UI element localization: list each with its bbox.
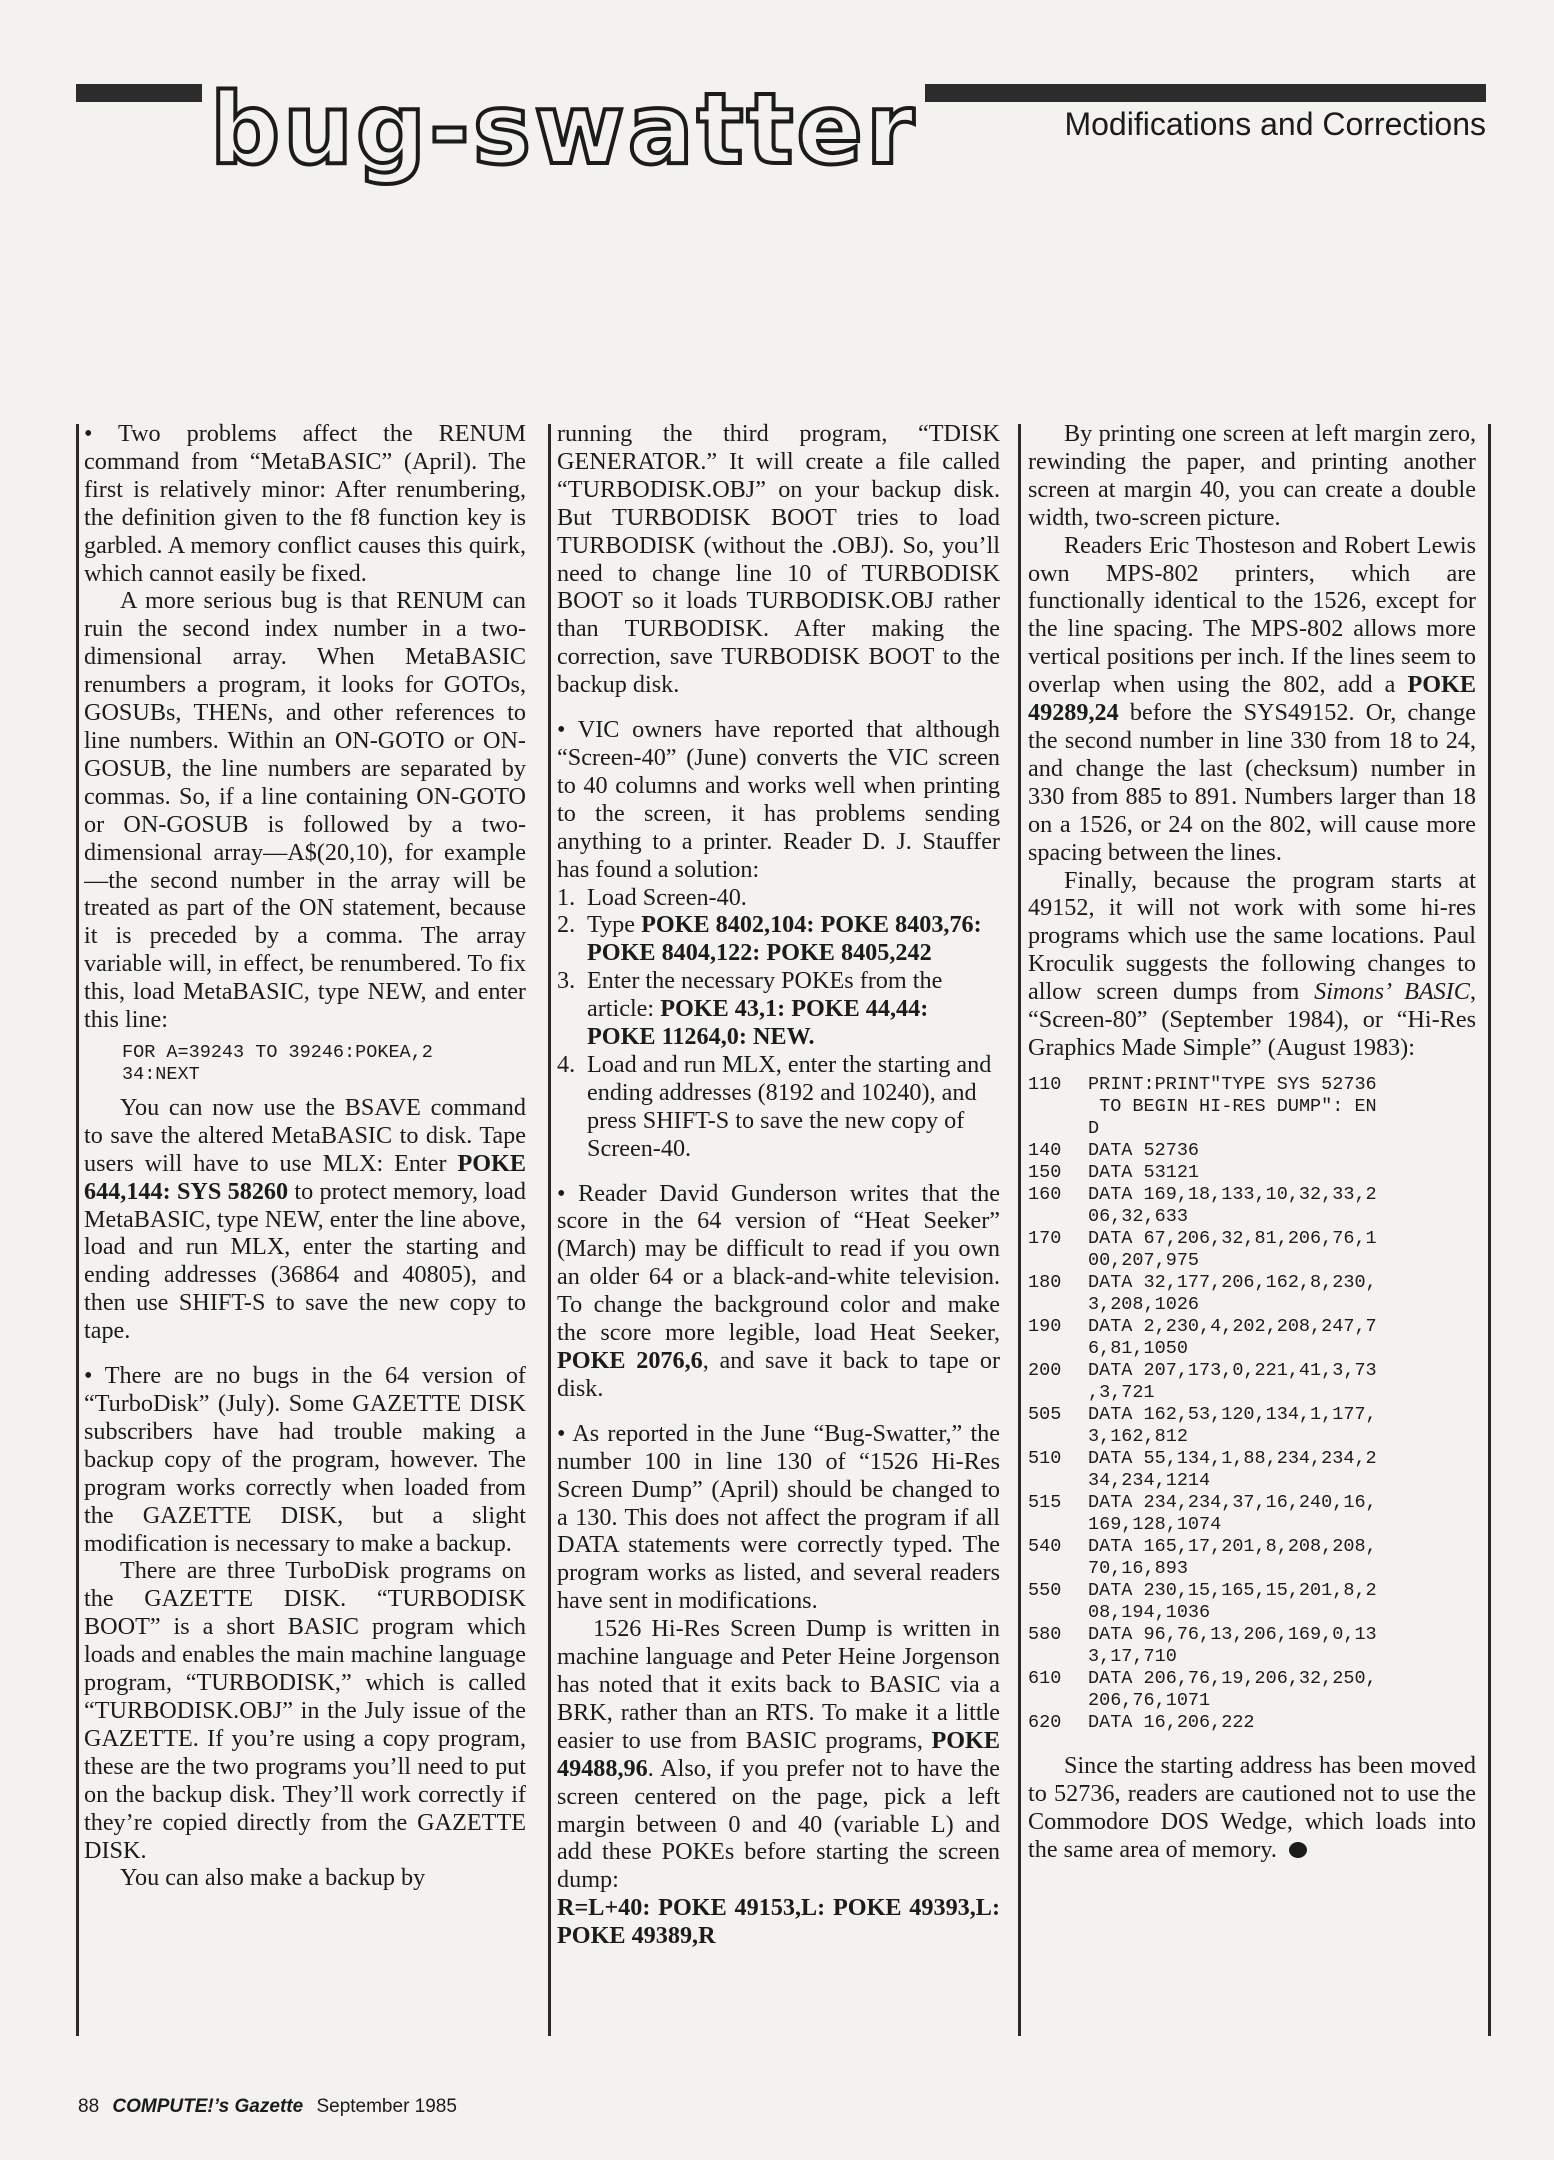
code-line: 580 DATA 96,76,13,206,169,0,13 3,17,710	[1028, 1623, 1377, 1667]
paragraph: You can now use the BSAVE command to save the altered MetaBASIC to disk. Tape users will have to use MLX: Enter POKE 644,144: SYS 58260 to protect memory, load MetaBASIC, type NEW, enter the line above, load and run MLX, enter the starting and ending addresses (36864 and 40805), and then use SHIFT-S to save the new copy to tape.	[84, 1093, 526, 1345]
code-line: 170 DATA 67,206,32,81,206,76,1 00,207,975	[1028, 1227, 1377, 1271]
paragraph: • Reader David Gunderson writes that the score in the 64 version of “Heat Seeker” (March) may be difficult to read if you own an older 64 or a black-and-white television. To change the background color and make the score more legible, load Heat Seeker, POKE 2076,6, and save it back to tape or disk.	[557, 1179, 1000, 1402]
page-subtitle: Modifications and Corrections	[1064, 106, 1486, 142]
paragraph: A more serious bug is that RENUM can ruin the second index number in a two-dimensional array. When MetaBASIC renumbers a program, it looks for GOTOs, GOSUBs, THENs, and other references to line numbers. Within an ON-GOTO or ON-GOSUB, the line numbers are separated by commas. So, if a line containing ON-GOTO or ON-GOSUB is followed by a two-dimensional array—A$(20,10), for example—the second number in the array will be treated as part of the ON statement, because it is preceded by a comma. The array variable will, in effect, be renumbered. To fix this, load MetaBASIC, type NEW, and enter this line:	[84, 587, 526, 1034]
code-line: 505 DATA 162,53,120,134,1,177, 3,162,812	[1028, 1403, 1377, 1447]
paragraph: Finally, because the program starts at 49152, it will not work with some hi-res programs which use the same locations. Paul Kroculik suggests the following changes to allow screen dumps from Simons’ BASIC, “Screen-80” (September 1984), or “Hi-Res Graphics Made Simple” (August 1983):	[1028, 866, 1476, 1061]
article-column-2	[557, 420, 1000, 2040]
code-line: 620 DATA 16,206,222	[1028, 1711, 1255, 1733]
paragraph: Readers Eric Thosteson and Robert Lewis own MPS-802 printers, which are functionally identical to the 1526, except for the line spacing. The MPS-802 allows more vertical positions per inch. If the lines seem to overlap when using the 802, add a POKE 49289,24 before the SYS49152. Or, change the second number in line 330 from 18 to 24, and change the last (checksum) number in 330 from 885 to 891. Numbers larger than 18 on a 1526, or 24 on the 802, will cause more spacing between the lines.	[1028, 531, 1476, 866]
end-mark-icon	[1289, 1842, 1307, 1858]
code-line: 550 DATA 230,15,165,15,201,8,2 08,194,1036	[1028, 1579, 1377, 1623]
paragraph: running the third program, “TDISK GENERATOR.” It will create a file called “TURBODISK.OBJ” on your backup disk. But TURBODISK BOOT tries to load TURBODISK (without the .OBJ). So, you’ll need to change line 10 of TURBODISK BOOT so it loads TURBODISK.OBJ rather than TURBODISK. After making the correction, save TURBODISK BOOT to the backup disk.	[557, 420, 1000, 699]
list-item: 4. Load and run MLX, enter the starting and ending addresses (8192 and 10240), and press SHIFT-S to save the new copy of Screen-40.	[557, 1050, 992, 1162]
issue-date: September 1985	[316, 2096, 457, 2117]
title-block	[202, 73, 925, 187]
list-item: 1. Load Screen-40.	[557, 883, 747, 911]
paragraph: Since the starting address has been moved to 52736, readers are cautioned not to use the Commodore DOS Wedge, which loads into the same area of memory.	[1028, 1751, 1476, 1863]
page-title: bug-swatter	[210, 73, 918, 187]
article-column-1	[84, 420, 526, 2040]
list-item: 3. Enter the necessary POKEs from the article: POKE 43,1: POKE 44,44: POKE 11264,0: NEW.	[557, 967, 943, 1051]
column-rule	[1488, 424, 1491, 2036]
list-item: 2. Type POKE 8402,104: POKE 8403,76: POKE 8404,122: POKE 8405,242	[557, 911, 982, 967]
article-column-3	[1028, 420, 1476, 2040]
step-list	[557, 884, 1000, 1163]
code-line: 150 DATA 53121	[1028, 1161, 1200, 1183]
code-line: 515 DATA 234,234,37,16,240,16, 169,128,1074	[1028, 1491, 1377, 1535]
code-line: 160 DATA 169,18,133,10,32,33,2 06,32,633	[1028, 1183, 1377, 1227]
code-line: 610 DATA 206,76,19,206,32,250, 206,76,1071	[1028, 1667, 1377, 1711]
code-line: 540 DATA 165,17,201,8,208,208, 70,16,893	[1028, 1535, 1377, 1579]
column-rule	[548, 424, 551, 2036]
publication-name: COMPUTE!’s Gazette	[112, 2096, 304, 2117]
code-line: 140 DATA 52736	[1028, 1139, 1200, 1161]
paragraph: • As reported in the June “Bug-Swatter,” the number 100 in line 130 of “1526 Hi-Res Screen Dump” (April) should be changed to a 130. This does not affect the program if all DATA statements were correctly typed. The program works as listed, and several readers have sent in modifications.	[557, 1419, 1000, 1615]
paragraph: • Two problems affect the RENUM command from “MetaBASIC” (April). The first is relatively minor: After renumbering, the definition given to the f8 function key is garbled. A memory conflict causes this quirk, which cannot easily be fixed.	[84, 420, 526, 587]
paragraph: By printing one screen at left margin zero, rewinding the paper, and printing another screen at margin 40, you can create a double width, two-screen picture.	[1028, 420, 1476, 531]
paragraph: 1526 Hi-Res Screen Dump is written in machine language and Peter Heine Jorgenson has noted that it exits back to BASIC via a BRK, rather than an RTS. To make it a little easier to use from BASIC programs, POKE 49488,96. Also, if you prefer not to have the screen centered on the page, pick a left margin between 0 and 40 (variable L) and add these POKEs before starting the screen dump:	[557, 1615, 1000, 1894]
code-line: 110 PRINT:PRINT"TYPE SYS 52736 TO BEGIN HI-RES DUMP": EN D	[1028, 1073, 1377, 1139]
column-rule	[76, 424, 79, 2036]
code-line: 180 DATA 32,177,206,162,8,230, 3,208,1026	[1028, 1271, 1377, 1315]
code-line: 200 DATA 207,173,0,221,41,3,73 ,3,721	[1028, 1359, 1377, 1403]
code-line: 510 DATA 55,134,1,88,234,234,2 34,234,1214	[1028, 1447, 1377, 1491]
page-number: 88	[78, 2096, 100, 2117]
paragraph: There are three TurboDisk programs on the GAZETTE DISK. “TURBODISK BOOT” is a short BASIC program which loads and enables the main machine language program, “TURBODISK,” which is called “TURBODISK.OBJ” in the July issue of the GAZETTE. If you’re using a copy program, these are the two programs you’ll need to put on the backup disk. They’ll work correctly if they’re copied directly from the GAZETTE DISK.	[84, 1557, 526, 1864]
code-line: 190 DATA 2,230,4,202,208,247,7 6,81,1050	[1028, 1315, 1377, 1359]
paragraph: • VIC owners have reported that although “Screen-40” (June) converts the VIC screen to 40 columns and works well when printing to the screen, it has problems sending anything to a printer. Reader D. J. Stauffer has found a solution:	[557, 716, 1000, 883]
code-listing	[1028, 1074, 1476, 1734]
paragraph: R=L+40: POKE 49153,L: POKE 49393,L: POKE 49389,R	[557, 1894, 1000, 1950]
paragraph: • There are no bugs in the 64 version of “TurboDisk” (July). Some GAZETTE DISK subscribers have had trouble making a backup copy of the program, however. The program works correctly when loaded from the GAZETTE DISK, but a slight modification is necessary to make a backup.	[84, 1362, 526, 1557]
column-rule	[1018, 424, 1021, 2036]
code-listing: FOR A=39243 TO 39246:POKEA,2 34:NEXT	[122, 1041, 433, 1085]
paragraph: You can also make a backup by	[120, 1864, 426, 1892]
page-footer	[78, 2096, 457, 2118]
